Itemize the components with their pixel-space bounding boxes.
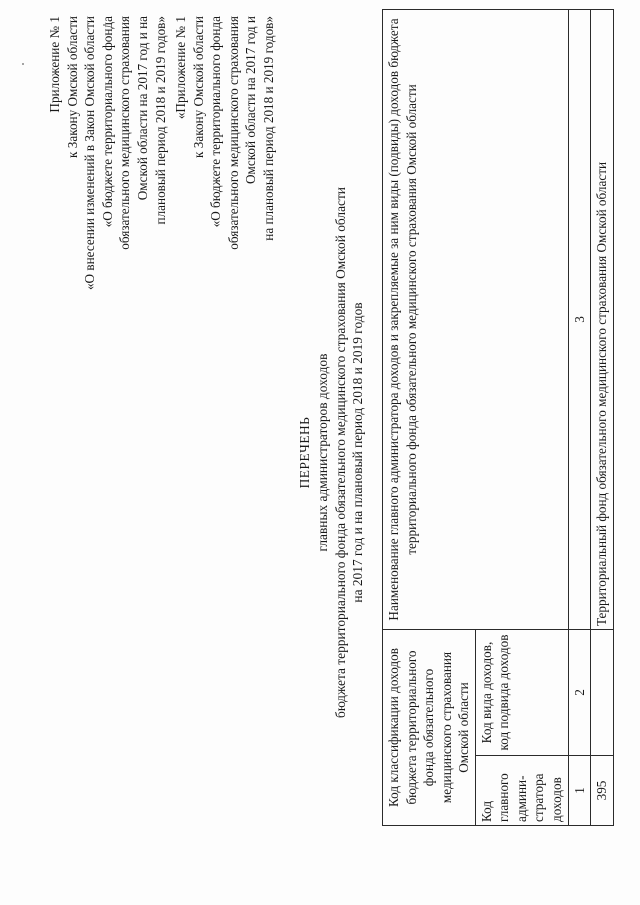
column-number: 1	[568, 756, 591, 826]
header-classification-code: Код классификации доходов бюджета территориального фонда обязательного медицинского страхования Омской области	[383, 630, 476, 826]
appendix-line: к Закону Омской области	[64, 16, 80, 158]
table-header-row	[383, 10, 476, 826]
appendix-line: «О бюджете территориального фонда	[99, 16, 115, 228]
administrators-table	[382, 9, 614, 826]
appendix-line: на плановый период 2018 и 2019 годов»	[260, 16, 276, 241]
table-row	[591, 10, 614, 826]
cell-admin-code: 395	[591, 756, 614, 826]
appendix-line: плановый период 2018 и 2019 годов»	[152, 16, 168, 225]
appendix-line: «О бюджете территориального фонда	[208, 16, 224, 228]
cell-income-code	[591, 630, 614, 756]
cell-name: Территориальный фонд обязательного медицинского страхования Омской области	[591, 10, 614, 630]
header-income-code: Код вида доходов, код подвида доходов	[475, 630, 568, 756]
subtitle-line: бюджета территориального фонда обязательного медицинского страхования Омской области	[332, 187, 348, 718]
appendix-line: к Закону Омской области	[190, 16, 206, 158]
document-title: ПЕРЕЧЕНЬ	[297, 416, 312, 489]
appendix-line: «О внесении изменений в Закон Омской области	[82, 16, 98, 291]
appendix-line: обязательного медицинского страхования	[117, 16, 133, 250]
header-admin-code: Код главного админи-стратора доходов	[475, 756, 568, 826]
appendix-line: обязательного медицинского страхования	[225, 16, 241, 250]
appendix-line: Омской области на 2017 год и на	[134, 16, 150, 201]
table-column-numbers-row	[568, 10, 591, 826]
appendix-line: Приложение № 1	[47, 16, 62, 113]
appendix-header-original	[172, 16, 278, 250]
appendix-line: Омской области на 2017 год и	[243, 16, 259, 185]
subtitle-line: главных администраторов доходов	[315, 353, 330, 552]
appendix-header-amendment	[46, 16, 169, 290]
header-administrator-name: Наименование главного администратора доходов и закрепляемые за ним виды (подвиды) доходов бюджета территориального фонда обязательного медицинского страхования Омской области	[383, 10, 569, 630]
document-subtitle	[314, 0, 367, 905]
column-number: 3	[568, 10, 591, 630]
subtitle-line: на 2017 год и на плановый период 2018 и 2019 годов	[350, 302, 366, 603]
appendix-line: «Приложение № 1	[173, 16, 188, 120]
column-number: 2	[568, 630, 591, 756]
